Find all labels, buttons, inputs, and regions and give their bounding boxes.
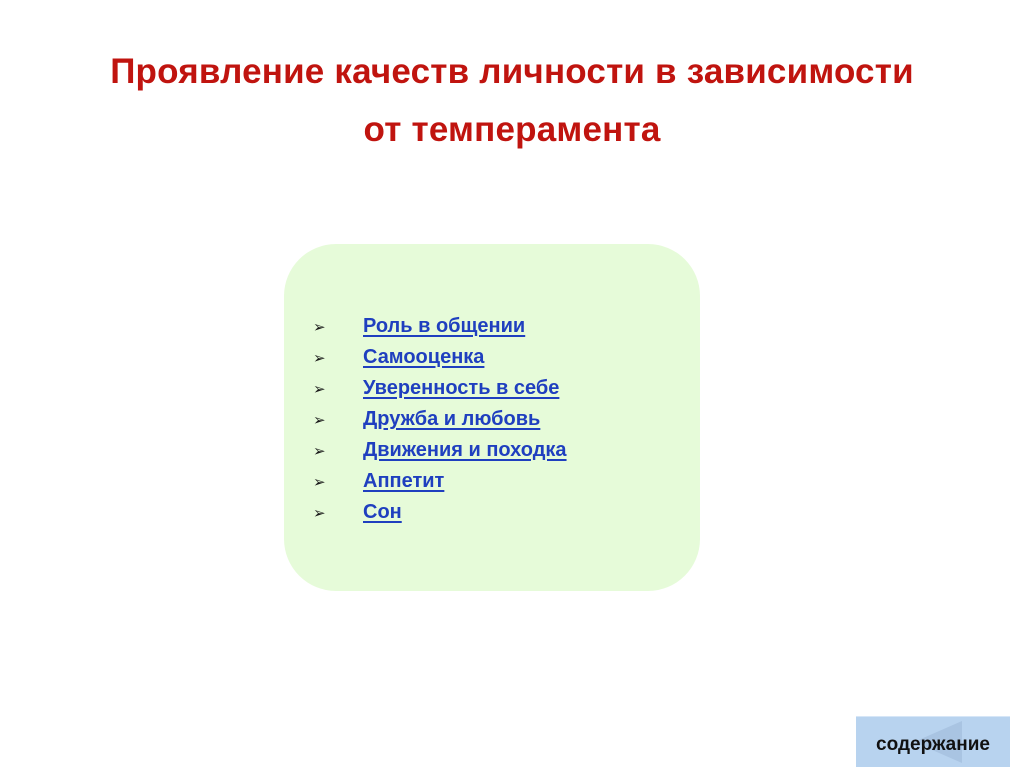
slide-title-line-1: Проявление качеств личности в зависимости bbox=[110, 52, 914, 91]
list-item bbox=[313, 466, 567, 497]
list-item bbox=[313, 342, 567, 373]
arrow-bullet-icon: ➢ bbox=[313, 317, 326, 336]
list-item bbox=[313, 404, 567, 435]
slide-title-line-2: от темперамента bbox=[363, 110, 661, 149]
arrow-bullet-icon: ➢ bbox=[313, 379, 326, 398]
list-item bbox=[313, 497, 567, 528]
arrow-bullet-icon: ➢ bbox=[313, 503, 326, 522]
topic-link-role-in-communication[interactable]: Роль в общении bbox=[363, 315, 526, 337]
topic-link-movements-and-gait[interactable]: Движения и походка bbox=[363, 439, 567, 461]
topic-link-self-confidence[interactable]: Уверенность в себе bbox=[363, 377, 560, 399]
topic-link-sleep[interactable]: Сон bbox=[363, 501, 402, 523]
topic-link-self-esteem[interactable]: Самооценка bbox=[363, 346, 485, 368]
arrow-bullet-icon: ➢ bbox=[313, 472, 326, 491]
topic-link-appetite[interactable]: Аппетит bbox=[363, 470, 445, 492]
topic-link-friendship-and-love[interactable]: Дружба и любовь bbox=[363, 408, 541, 430]
contents-button[interactable] bbox=[856, 716, 1010, 767]
arrow-bullet-icon: ➢ bbox=[313, 441, 326, 460]
slide-title bbox=[0, 43, 1024, 159]
list-item bbox=[313, 311, 567, 342]
arrow-bullet-icon: ➢ bbox=[313, 348, 326, 367]
list-item bbox=[313, 373, 567, 404]
topics-list bbox=[313, 311, 567, 528]
contents-button-label: содержание bbox=[876, 734, 990, 755]
arrow-bullet-icon: ➢ bbox=[313, 410, 326, 429]
list-item bbox=[313, 435, 567, 466]
